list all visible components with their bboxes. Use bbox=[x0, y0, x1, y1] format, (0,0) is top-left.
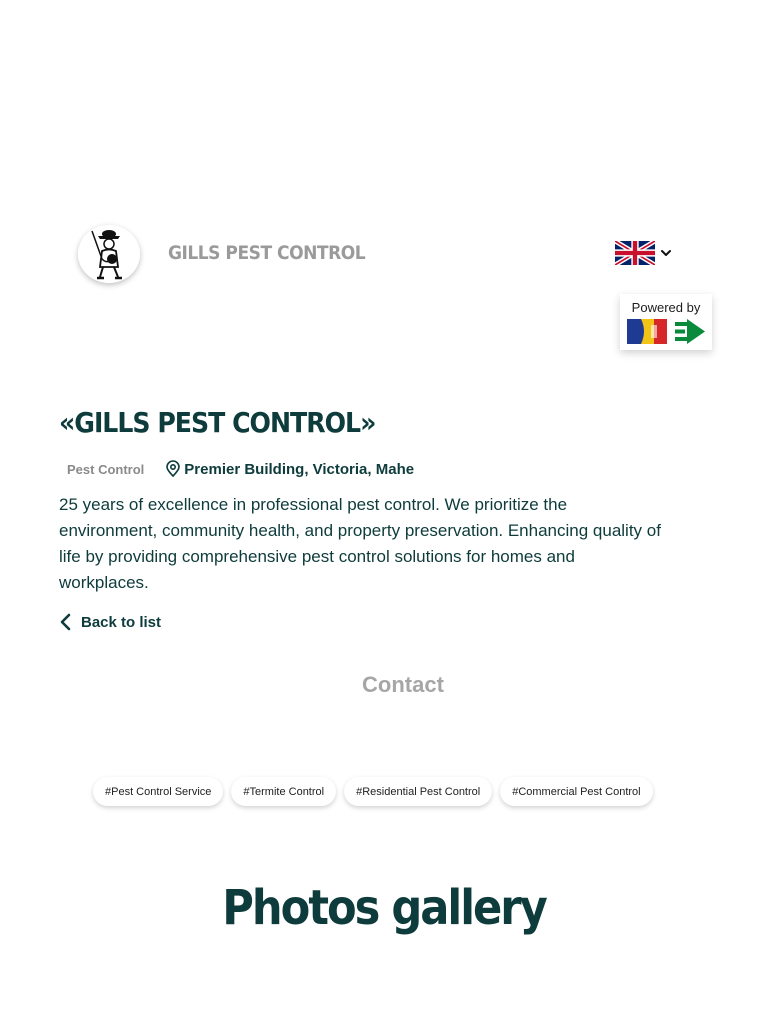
contact-button[interactable]: Contact bbox=[362, 672, 444, 697]
chevron-left-icon bbox=[59, 613, 71, 631]
business-description: 25 years of excellence in professional pest control. We prioritize the environment, community health, and property preservation. Enhancing quality of life by providing comprehensive pest control solutions for homes and workplaces. bbox=[59, 495, 661, 592]
powered-by-badge[interactable] bbox=[620, 294, 712, 350]
header bbox=[78, 222, 698, 286]
uk-flag-icon bbox=[615, 241, 655, 265]
powered-by-label: Powered by bbox=[631, 300, 701, 315]
business-logo[interactable] bbox=[78, 225, 140, 283]
location bbox=[164, 460, 414, 478]
tag-item[interactable]: #Pest Control Service bbox=[93, 777, 223, 806]
location-pin-icon bbox=[164, 460, 182, 478]
chevron-down-icon bbox=[660, 248, 672, 258]
back-to-list-label: Back to list bbox=[81, 613, 162, 631]
category-label: Pest Control bbox=[67, 461, 145, 477]
provider-logo-icon bbox=[627, 319, 705, 344]
business-title: «GILLS PEST CONTROL» bbox=[59, 406, 376, 439]
tag-item[interactable]: #Residential Pest Control bbox=[344, 777, 492, 806]
back-to-list-link[interactable] bbox=[59, 613, 161, 631]
business-meta bbox=[59, 458, 414, 480]
brand-name: GILLS PEST CONTROL bbox=[168, 242, 366, 264]
location-text: Premier Building, Victoria, Mahe bbox=[184, 460, 415, 478]
tag-item[interactable]: #Commercial Pest Control bbox=[500, 777, 652, 806]
pest-control-man-logo-icon bbox=[78, 225, 140, 283]
gallery-title: Photos gallery bbox=[222, 880, 546, 936]
tag-item[interactable]: #Termite Control bbox=[231, 777, 336, 806]
language-selector[interactable] bbox=[615, 241, 677, 267]
tag-list bbox=[93, 777, 653, 806]
